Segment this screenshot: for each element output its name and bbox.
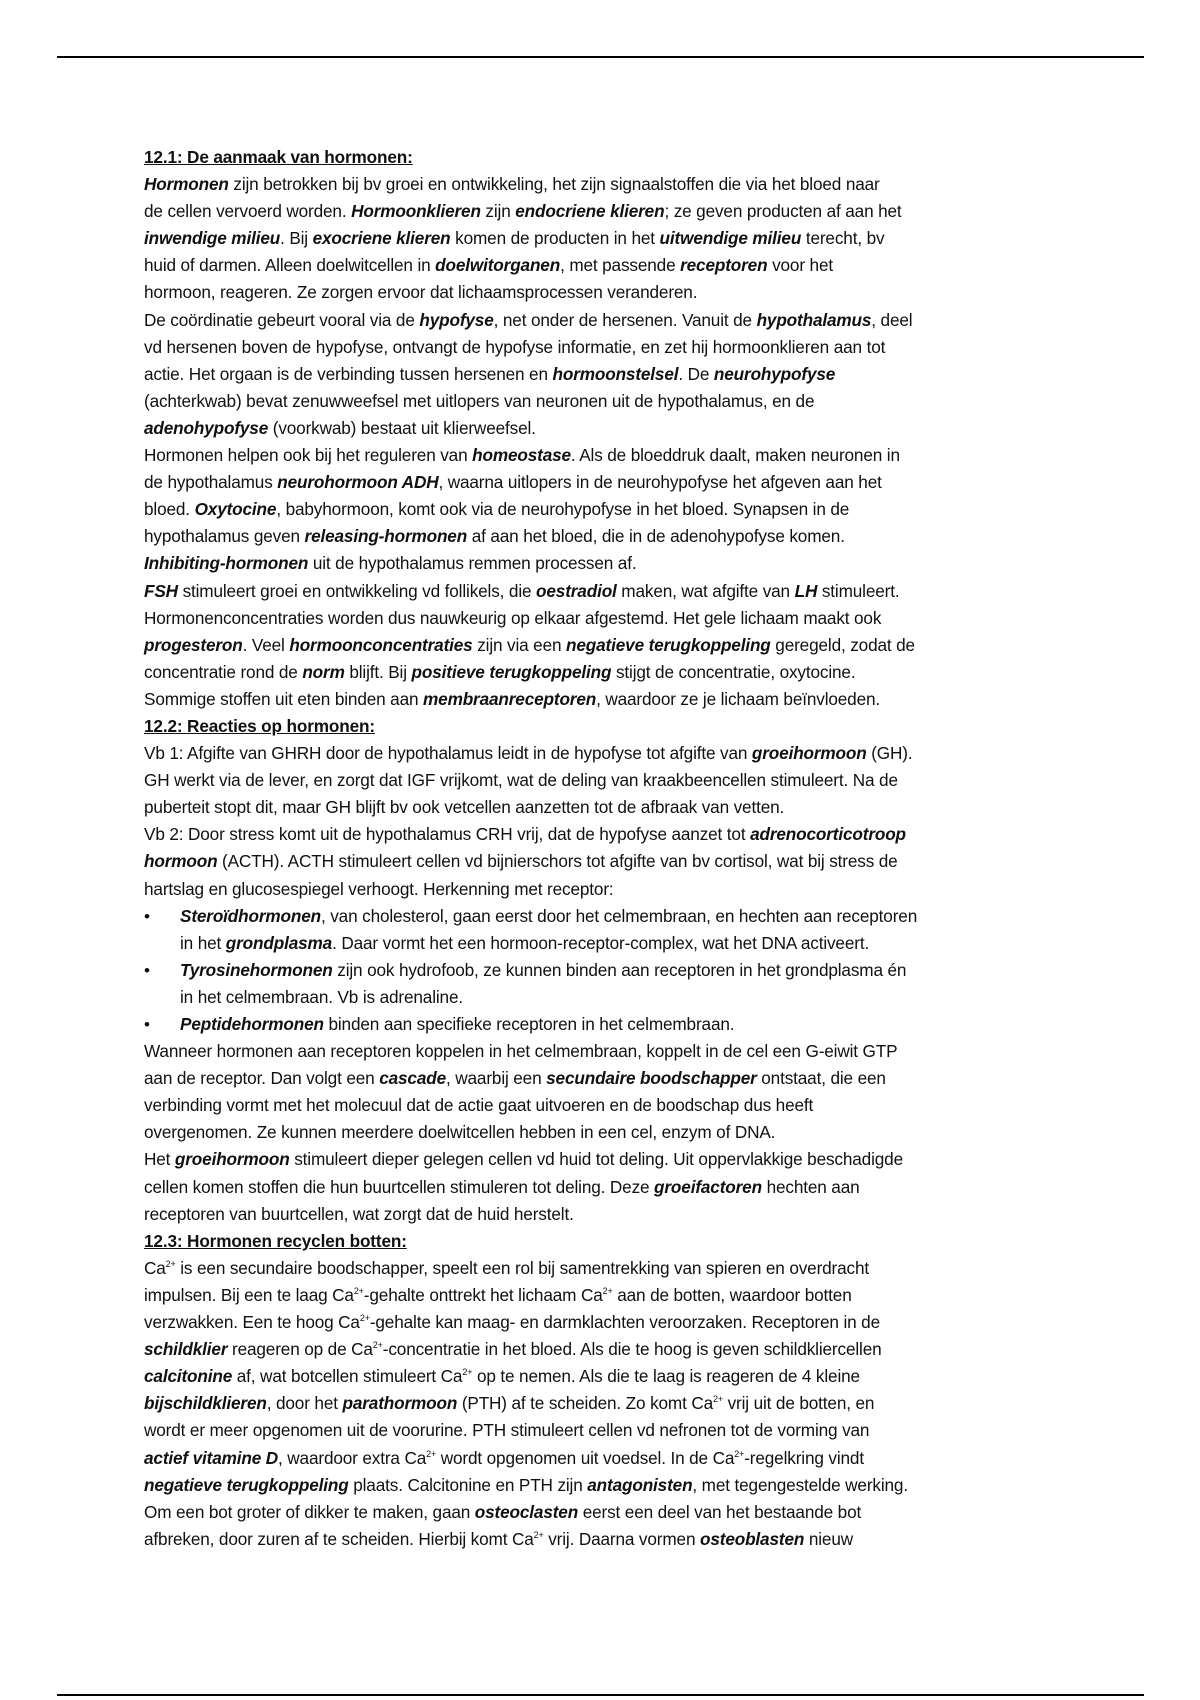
text-run: 12.2: Reacties op hormonen: (144, 715, 375, 736)
text-line (144, 1119, 1064, 1146)
footer-rule (57, 1694, 1144, 1696)
text-run: , waarbij een (446, 1068, 547, 1089)
text-line (144, 1092, 1064, 1119)
text-run: , door het (266, 1393, 343, 1414)
text-run: , babyhormoon, komt ook via de neurohypofyse in het bloed. Synapsen in de (276, 499, 850, 520)
key-term: adrenocorticotroop (750, 824, 906, 845)
text-run: plaats. Calcitonine en PTH zijn (348, 1474, 588, 1495)
text-run: in het (180, 932, 226, 953)
text-run: bloed. (144, 499, 195, 520)
text-run: aan de botten, waardoor botten (612, 1284, 852, 1305)
text-line (144, 1255, 1064, 1282)
key-term: calcitonine (144, 1366, 233, 1387)
text-line (144, 1174, 1064, 1201)
paragraph (144, 1255, 1064, 1499)
text-run: De coördinatie gebeurt vooral via de (144, 309, 420, 330)
text-run: komen de producten in het (450, 228, 660, 249)
key-term: osteoblasten (699, 1528, 805, 1549)
superscript: 2+ (713, 1394, 723, 1405)
text-run: , waardoor extra Ca (278, 1447, 427, 1468)
text-run: is een secundaire boodschapper, speelt een rol bij samentrekking van spieren en overdracht (175, 1257, 870, 1278)
key-term: schildklier (144, 1339, 228, 1360)
text-line (144, 442, 1064, 469)
text-line (144, 659, 1064, 686)
text-run: cellen komen stoffen die hun buurtcellen stimuleren tot deling. Deze (144, 1176, 655, 1197)
key-term: hypothalamus (756, 309, 872, 330)
key-term: bijschildklieren (144, 1393, 267, 1414)
bullet-item (144, 957, 1064, 1011)
key-term: Tyrosinehormonen (180, 959, 333, 980)
superscript: 2+ (165, 1258, 176, 1269)
text-run: in het celmembraan. Vb is adrenaline. (180, 986, 463, 1007)
key-term: actief vitamine D (144, 1447, 279, 1468)
text-run: (ACTH). ACTH stimuleert cellen vd bijnierschors tot afgifte van bv cortisol, wat bij stress de (217, 851, 898, 872)
text-run: de hypothalamus (144, 472, 278, 493)
key-term: doelwitorganen (435, 255, 561, 276)
text-line (180, 957, 1064, 984)
text-line (144, 1146, 1064, 1173)
key-term: positieve terugkoppeling (411, 661, 612, 682)
text-run: ontstaat, die een (756, 1068, 886, 1089)
text-run: vrij uit de botten, en (722, 1393, 875, 1414)
text-run: hormoon, reageren. Ze zorgen ervoor dat lichaamsprocessen veranderen. (144, 282, 698, 303)
text-run: , waarna uitlopers in de neurohypofyse het afgeven aan het (438, 472, 882, 493)
bullet-item (144, 1011, 1064, 1038)
bullet-icon: • (144, 960, 150, 980)
text-line (144, 713, 1064, 740)
text-run: binden aan specifieke receptoren in het celmembraan. (323, 1014, 735, 1034)
text-run: , net onder de hersenen. Vanuit de (493, 309, 757, 330)
text-run: (GH). (866, 743, 913, 764)
key-term: hypofyse (419, 309, 494, 330)
text-run: de cellen vervoerd worden. (144, 201, 352, 222)
key-term: hormoonstelsel (552, 363, 679, 384)
text-line (144, 848, 1064, 875)
key-term: progesteron (144, 634, 243, 655)
text-run: (achterkwab) bevat zenuwweefsel met uitlopers van neuronen uit de hypothalamus, en de (144, 390, 815, 411)
text-line (144, 578, 1064, 605)
key-term: neurohormoon ADH (277, 472, 439, 493)
text-run: , met passende (560, 255, 681, 276)
text-run: Hormonen helpen ook bij het reguleren van (144, 445, 473, 466)
text-run: Om een bot groter of dikker te maken, gaan (144, 1501, 475, 1522)
text-run: -regelkring vindt (744, 1447, 864, 1468)
key-term: secundaire boodschapper (546, 1068, 757, 1089)
text-run: zijn ook hydrofoob, ze kunnen binden aan receptoren in het grondplasma én (332, 959, 907, 980)
key-term: Peptidehormonen (180, 1014, 324, 1034)
key-term: Hormoonklieren (351, 201, 481, 222)
key-term: groeihormoon (174, 1149, 290, 1170)
key-term: parathormoon (342, 1393, 458, 1414)
text-line (144, 279, 1064, 306)
key-term: negatieve terugkoppeling (144, 1474, 349, 1495)
text-run: stimuleert dieper gelegen cellen vd huid tot deling. Uit oppervlakkige beschadigde (289, 1149, 903, 1170)
key-term: Steroïdhormonen (180, 905, 321, 926)
text-line (144, 1417, 1064, 1444)
text-run: -concentratie in het bloed. Als die te hoog is geven schildkliercellen (382, 1339, 882, 1360)
key-term: oestradiol (536, 580, 617, 601)
text-run: zijn betrokken bij bv groei en ontwikkeling, het zijn signaalstoffen die via het bloed naar (228, 174, 880, 195)
text-line (180, 930, 1064, 957)
text-run: Wanneer hormonen aan receptoren koppelen in het celmembraan, koppelt in de cel een G-eiwit GTP (144, 1041, 898, 1062)
key-term: FSH (144, 580, 178, 601)
text-run: 12.1: De aanmaak van hormonen: (144, 147, 413, 167)
text-line (144, 496, 1064, 523)
text-run: 12.3: Hormonen recyclen botten: (144, 1230, 407, 1251)
text-line (180, 1011, 1064, 1038)
text-run: wordt opgenomen uit voedsel. In de Ca (436, 1447, 735, 1468)
key-term: uitwendige milieu (659, 228, 802, 249)
text-run: verbinding vormt met het molecuul dat de actie gaat uitvoeren en de boodschap dus heeft (144, 1095, 814, 1116)
text-run: stimuleert. (817, 580, 900, 601)
text-line (144, 361, 1064, 388)
text-line (144, 388, 1064, 415)
text-line (144, 1499, 1064, 1526)
text-line (144, 1065, 1064, 1092)
text-line (180, 903, 1064, 930)
text-run: wordt er meer opgenomen uit de voorurine. PTH stimuleert cellen vd nefronen tot de vorming van (144, 1420, 870, 1441)
key-term: endocriene klieren (515, 201, 665, 222)
text-line (144, 632, 1064, 659)
text-run: huid of darmen. Alleen doelwitcellen in (144, 255, 436, 276)
text-run: zijn via een (472, 634, 567, 655)
text-run: . De (678, 363, 714, 384)
text-run: Het (144, 1149, 175, 1170)
text-run: geregeld, zodat de (770, 634, 915, 655)
superscript: 2+ (462, 1367, 473, 1378)
superscript: 2+ (372, 1340, 383, 1351)
text-run: , van cholesterol, gaan eerst door het celmembraan, en hechten aan receptoren (320, 905, 918, 926)
text-line (144, 1472, 1064, 1499)
text-run: vd hersenen boven de hypofyse, ontvangt de hypofyse informatie, en zet hij hormoonklieren aan tot (144, 336, 886, 357)
superscript: 2+ (353, 1285, 364, 1296)
paragraph (144, 307, 1064, 442)
text-run: af aan het bloed, die in de adenohypofyse komen. (467, 526, 845, 547)
key-term: Inhibiting-hormonen (144, 553, 309, 574)
text-run: , met tegengestelde werking. (692, 1474, 908, 1495)
key-term: inwendige milieu (144, 228, 281, 249)
paragraph (144, 1499, 1064, 1553)
key-term: exocriene klieren (312, 228, 451, 249)
text-run: -gehalte kan maag- en darmklachten veroorzaken. Receptoren in de (369, 1312, 880, 1333)
key-term: negatieve terugkoppeling (566, 634, 771, 655)
text-line (144, 821, 1064, 848)
text-run: (PTH) af te scheiden. Zo komt Ca (457, 1393, 714, 1414)
section-heading (144, 1228, 1064, 1255)
key-term: grondplasma (225, 932, 333, 953)
text-line (144, 1363, 1064, 1390)
text-run: reageren op de Ca (227, 1339, 373, 1360)
text-line (144, 1282, 1064, 1309)
key-term: groeihormoon (751, 743, 867, 764)
text-line (144, 415, 1064, 442)
paragraph (144, 578, 1064, 713)
key-term: Hormonen (144, 174, 229, 195)
text-run: maken, wat afgifte van (616, 580, 795, 601)
key-term: LH (794, 580, 818, 601)
paragraph (144, 1146, 1064, 1227)
text-run: Vb 2: Door stress komt uit de hypothalamus CRH vrij, dat de hypofyse aanzet tot (144, 824, 751, 845)
text-run: Hormonenconcentraties worden dus nauwkeurig op elkaar afgestemd. Het gele lichaam maakt ook (144, 607, 882, 628)
text-line (144, 1445, 1064, 1472)
document-body (144, 144, 1064, 1553)
bullet-item (144, 903, 1064, 957)
text-run: . Als de bloeddruk daalt, maken neuronen in (570, 445, 900, 466)
key-term: antagonisten (587, 1474, 693, 1495)
text-run: puberteit stopt dit, maar GH blijft bv ook vetcellen aanzetten tot de afbraak van vetten. (144, 797, 785, 818)
text-run: ; ze geven producten af aan het (664, 201, 902, 222)
text-run: . Daar vormt het een hormoon-receptor-complex, wat het DNA activeert. (332, 932, 870, 953)
text-run: terecht, bv (801, 228, 885, 249)
text-run: afbreken, door zuren af te scheiden. Hierbij komt Ca (144, 1528, 534, 1549)
text-line (144, 1336, 1064, 1363)
text-line (144, 469, 1064, 496)
superscript: 2+ (734, 1448, 745, 1459)
key-term: homeostase (472, 445, 571, 466)
text-line (144, 252, 1064, 279)
superscript: 2+ (359, 1313, 370, 1324)
text-run: , deel (871, 309, 913, 330)
text-run: concentratie rond de (144, 661, 303, 682)
text-run: Vb 1: Afgifte van GHRH door de hypothalamus leidt in de hypofyse tot afgifte van (144, 743, 752, 764)
text-run: af, wat botcellen stimuleert Ca (232, 1366, 463, 1387)
text-line (144, 1038, 1064, 1065)
text-line (144, 550, 1064, 577)
text-run: stimuleert groei en ontwikkeling vd follikels, die (177, 580, 537, 601)
text-line (144, 225, 1064, 252)
key-term: norm (302, 661, 345, 682)
key-term: releasing-hormonen (304, 526, 468, 547)
text-run: hechten aan (761, 1176, 860, 1197)
text-run: Ca (144, 1257, 166, 1278)
text-line (144, 1201, 1064, 1228)
header-rule (57, 56, 1144, 58)
key-term: hormoonconcentraties (289, 634, 473, 655)
text-line (144, 198, 1064, 225)
text-line (144, 307, 1064, 334)
text-run: vrij. Daarna vormen (543, 1528, 700, 1549)
text-line (144, 1309, 1064, 1336)
text-run: aan de receptor. Dan volgt een (144, 1068, 380, 1089)
text-line (144, 144, 1064, 171)
text-line (144, 605, 1064, 632)
key-term: membraanreceptoren (423, 688, 597, 709)
text-run: hypothalamus geven (144, 526, 305, 547)
text-run: . Bij (280, 228, 313, 249)
text-line (144, 686, 1064, 713)
superscript: 2+ (426, 1448, 437, 1459)
paragraph (144, 740, 1064, 821)
text-run: , waardoor ze je lichaam beïnvloeden. (596, 688, 881, 709)
text-line (144, 767, 1064, 794)
key-term: receptoren (680, 255, 768, 276)
bullet-icon: • (144, 1015, 150, 1034)
text-line (144, 876, 1064, 903)
text-line (144, 1390, 1064, 1417)
text-run: blijft. Bij (344, 661, 412, 682)
text-line (180, 984, 1064, 1011)
text-run: stijgt de concentratie, oxytocine. (611, 661, 856, 682)
paragraph (144, 821, 1064, 902)
text-run: zijn (480, 201, 516, 222)
key-term: hormoon (144, 851, 218, 872)
text-line (144, 740, 1064, 767)
key-term: adenohypofyse (144, 417, 269, 438)
key-term: osteoclasten (474, 1501, 579, 1522)
key-term: neurohypofyse (713, 363, 836, 384)
text-run: nieuw (804, 1528, 853, 1549)
section-heading (144, 713, 1064, 740)
key-term: groeifactoren (654, 1176, 762, 1197)
text-line (144, 1228, 1064, 1255)
text-run: . Veel (242, 634, 290, 655)
text-run: overgenomen. Ze kunnen meerdere doelwitcellen hebben in een cel, enzym of DNA. (144, 1122, 776, 1143)
text-run: actie. Het orgaan is de verbinding tussen hersenen en (144, 363, 553, 384)
text-line (144, 171, 1064, 198)
text-run: Sommige stoffen uit eten binden aan (144, 688, 424, 709)
section-heading (144, 144, 1064, 171)
paragraph (144, 442, 1064, 577)
text-run: verzwakken. Een te hoog Ca (144, 1312, 360, 1333)
text-run: GH werkt via de lever, en zorgt dat IGF vrijkomt, wat de deling van kraakbeencellen stimuleert. Na de (144, 770, 898, 791)
text-run: eerst een deel van het bestaande bot (578, 1501, 862, 1522)
text-line (144, 794, 1064, 821)
paragraph (144, 171, 1064, 306)
text-run: uit de hypothalamus remmen processen af. (308, 553, 637, 574)
text-run: -gehalte onttrekt het lichaam Ca (363, 1284, 603, 1305)
text-run: voor het (767, 255, 833, 276)
bullet-icon: • (144, 906, 150, 926)
superscript: 2+ (533, 1529, 544, 1540)
text-run: impulsen. Bij een te laag Ca (144, 1284, 354, 1305)
superscript: 2+ (602, 1285, 613, 1296)
text-run: receptoren van buurtcellen, wat zorgt dat de huid herstelt. (144, 1203, 574, 1224)
text-run: hartslag en glucosespiegel verhoogt. Herkenning met receptor: (144, 878, 614, 899)
paragraph (144, 1038, 1064, 1146)
text-run: (voorkwab) bestaat uit klierweefsel. (268, 417, 536, 438)
text-line (144, 523, 1064, 550)
text-run: op te nemen. Als die te laag is reageren de 4 kleine (472, 1366, 860, 1387)
text-line (144, 1526, 1064, 1553)
key-term: cascade (379, 1068, 446, 1089)
text-line (144, 334, 1064, 361)
key-term: Oxytocine (194, 499, 277, 520)
